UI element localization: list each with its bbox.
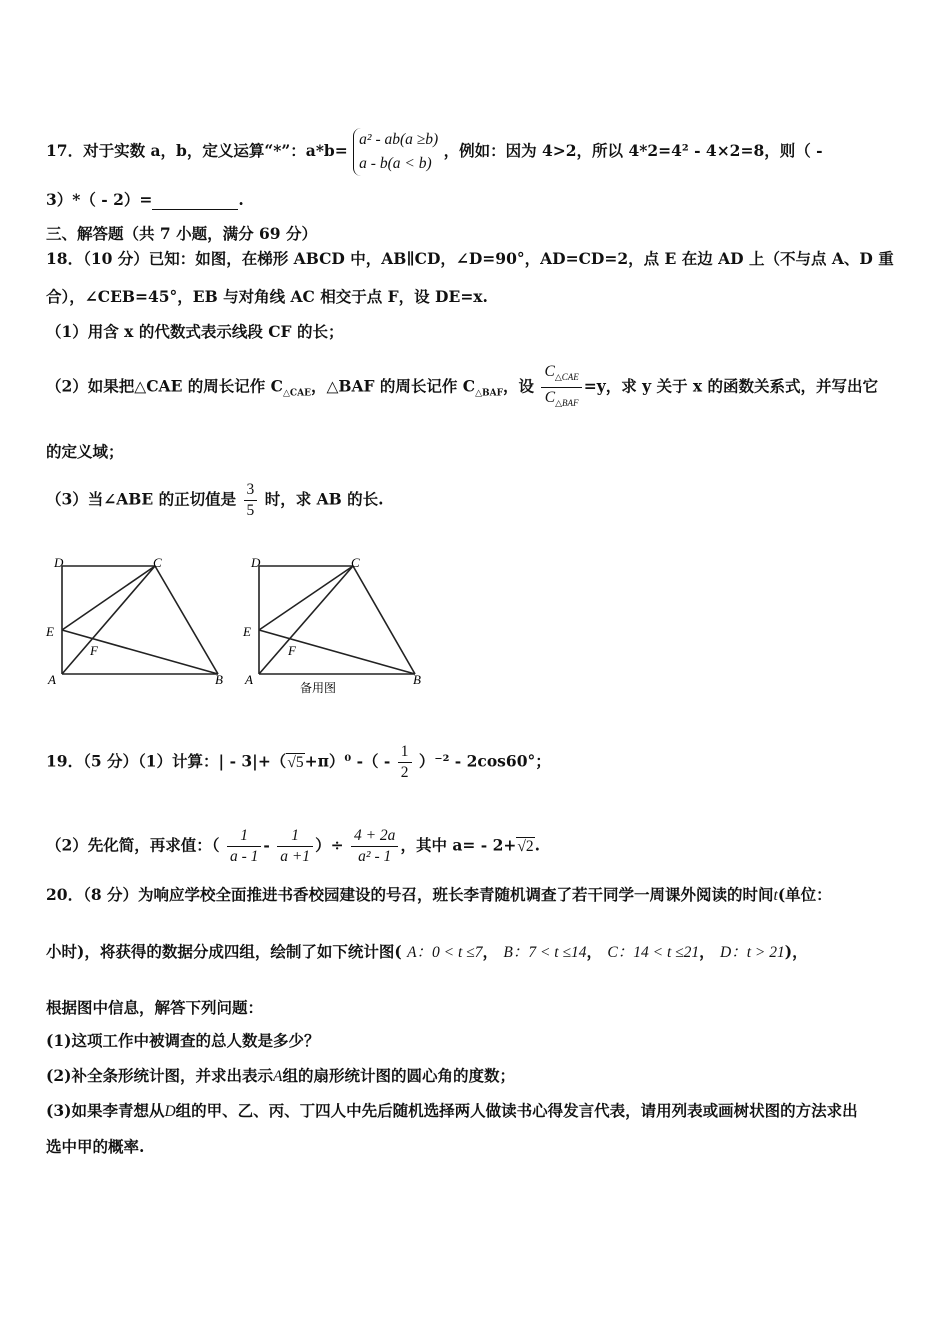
q20-sub2 (46, 1066, 515, 1087)
q19-half-fraction (398, 742, 412, 783)
label-E-2: E (243, 624, 251, 639)
sqrt-2: √2 (517, 837, 534, 855)
q18-line2: 合），∠CEB=45°，EB 与对角线 AC 相交于点 F，设 DE=x. (46, 287, 488, 306)
q20-sub1: (1)这项工作中被调查的总人数是多少？ (46, 1031, 320, 1050)
sqrt-5: √5 (287, 753, 304, 771)
q17-tail: ，例如：因为 4>2，所以 4*2=4² - 4×2=8，则（ - (443, 141, 823, 160)
answer-blank (152, 193, 238, 210)
minus-sign: - (263, 835, 270, 855)
fraction-1 (227, 826, 261, 867)
label-F: F (90, 643, 98, 658)
q17-case1: a² - ab(a ≥b) (359, 131, 439, 148)
q20-line3: 根据图中信息，解答下列问题： (46, 998, 264, 1017)
q19-part2-text-a: （2）先化简，再求值：（ (46, 835, 220, 855)
q20-line1-end: (单位： (777, 885, 832, 904)
q19-part2-text-c: ，其中 a= - 2+ (400, 835, 517, 855)
q18-sub1: △CAE (283, 388, 311, 399)
q19-text-c: ）⁻² - 2cos60°； (418, 751, 551, 771)
q18-ratio-fraction (541, 362, 581, 413)
q18-part2-text-d: =y，求 y 关于 x 的函数关系式，并写出它 (583, 376, 879, 396)
half-den: 2 (400, 764, 409, 781)
q20-sub2-text-b: 组的扇形统计图的圆心角的度数； (282, 1066, 515, 1085)
q19-part2 (46, 826, 540, 867)
f3-num: 4 + 2a (351, 826, 398, 847)
frac-num: C (544, 363, 555, 380)
f2-den: a +1 (280, 848, 311, 865)
sqrt-5-value: 5 (295, 753, 304, 771)
q20-sub3-line2: 选中甲的概率. (46, 1137, 145, 1156)
label-B-2: B (413, 672, 421, 687)
label-E: E (46, 624, 54, 639)
q18-sub2: △BAF (475, 388, 504, 399)
q20-line2: 小时)，将获得的数据分成四组，绘制了如下统计图( A：0 < t ≤7， B：7 < t ≤14， C：14 < t ≤21， D：t > 21)， (46, 942, 808, 961)
q17-line1 (46, 128, 823, 176)
q18-part3-text-a: （3）当∠ABE 的正切值是 (46, 489, 237, 509)
label-B: B (215, 672, 223, 687)
section-heading: 三、解答题（共 7 小题，满分 69 分） (46, 224, 317, 243)
q17-lead: 17．对于实数 a，b，定义运算“*”：a*b= (46, 141, 348, 160)
q18-part2-line2: 的定义域； (46, 442, 124, 461)
q17-expr: 3）*（ - 2）= (46, 190, 153, 209)
group-A-range: A：0 < t ≤7 (407, 944, 483, 961)
label-C-2: C (351, 555, 360, 570)
label-F-2: F (288, 643, 296, 658)
q19-text-b: +π）⁰ -（ - (304, 751, 391, 771)
q20-line2-end: )， (784, 942, 808, 961)
spare-figure-caption: 备用图 (300, 681, 337, 695)
q17-end: . (238, 190, 244, 209)
group-C-range: C：14 < t ≤21 (607, 944, 700, 961)
label-D: D (54, 555, 64, 570)
q18-part1: （1）用含 x 的代数式表示线段 CF 的长； (46, 322, 344, 341)
f3-den: a² - 1 (358, 848, 392, 865)
q18-line1: 18．（10 分）已知：如图，在梯形 ABCD 中，AB∥CD，∠D=90°，AD=CD=2，点 E 在边 AD 上（不与点 A、D 重 (46, 249, 894, 268)
label-C: C (153, 555, 162, 570)
label-A: A (48, 672, 56, 687)
fraction-2 (277, 826, 313, 867)
q19-part2-end: . (534, 835, 541, 855)
group-B-range: B：7 < t ≤14 (503, 944, 587, 961)
trapezoid-figures (40, 550, 440, 700)
q18-part3-text-b: 时，求 AB 的长. (264, 489, 384, 509)
q19-text-a: 19．（5 分）（1）计算：| - 3|+（ (46, 751, 287, 771)
q18-tan-fraction (244, 480, 258, 521)
q17-line2 (46, 190, 244, 210)
q20-var-t: t (773, 887, 778, 904)
f1-den: a - 1 (229, 848, 259, 865)
q18-part2 (46, 362, 878, 413)
q19-part2-text-b: ）÷ (315, 835, 344, 855)
frac-den: C (544, 389, 556, 407)
q20-sub3-text-a: (3)如果李青想从 (46, 1101, 165, 1120)
label-D-2: D (251, 555, 261, 570)
group-D-range: D：t > 21 (720, 944, 785, 961)
frac-num-sub: △CAE (554, 372, 579, 383)
f2-num: 1 (277, 826, 313, 847)
q20-line1-text: 20．（8 分）为响应学校全面推进书香校园建设的号召，班长李青随机调查了若干同学一周课外阅读的时间 (46, 885, 774, 904)
q17-case2: a - b(a < b) (359, 155, 432, 172)
fraction-3 (351, 826, 398, 867)
sqrt-2-value: 2 (525, 837, 534, 855)
tan-den: 5 (246, 502, 255, 519)
q18-part2-text-c: ，设 (503, 376, 535, 396)
q18-part3 (46, 480, 384, 521)
q17-piecewise (353, 128, 438, 176)
q20-sub3 (46, 1101, 858, 1122)
half-num: 1 (398, 742, 412, 763)
trapezoid-figure-2 (259, 566, 415, 674)
q20-line2-text: 小时)，将获得的数据分成四组，绘制了如下统计图( (46, 942, 402, 961)
frac-den-sub: △BAF (555, 398, 579, 409)
q20-line1 (46, 885, 832, 906)
q20-sub2-text-a: (2)补全条形统计图，并求出表示 (46, 1066, 273, 1085)
trapezoid-figure-1 (62, 566, 218, 674)
label-A-2: A (245, 672, 253, 687)
tan-num: 3 (244, 480, 258, 501)
q18-part2-text-b: ，△BAF 的周长记作 C (310, 376, 476, 396)
q20-group-A: A (272, 1068, 283, 1085)
q20-sub3-text-b: 组的甲、乙、丙、丁四人中先后随机选择两人做读书心得发言代表，请用列表或画树状图的方法求出 (175, 1101, 858, 1120)
q19-part1 (46, 742, 551, 783)
q20-group-D: D (164, 1103, 176, 1120)
f1-num: 1 (227, 826, 261, 847)
q18-part2-text-a: （2）如果把△CAE 的周长记作 C (46, 376, 284, 396)
